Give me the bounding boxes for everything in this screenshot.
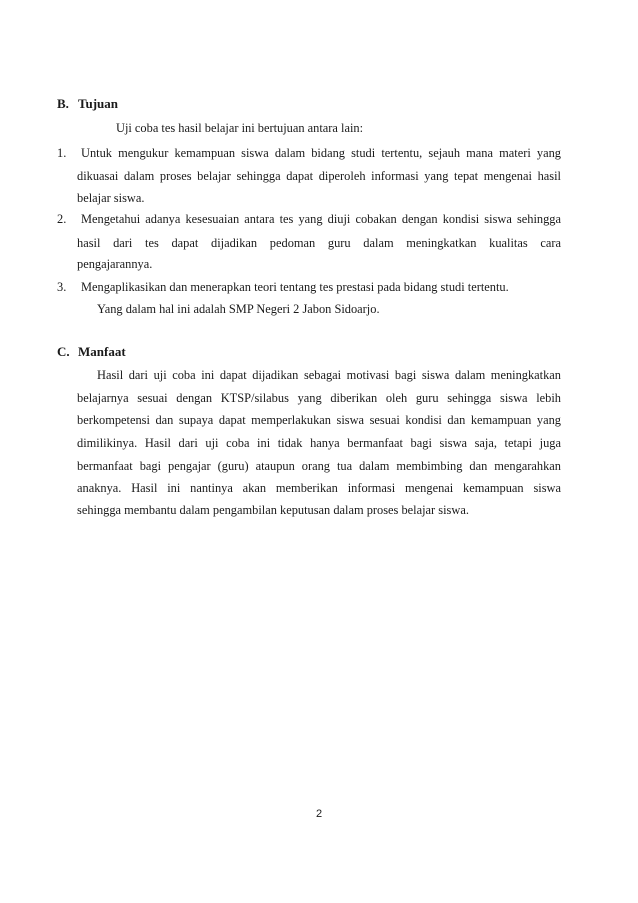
- item-1-line-2: dikuasai dalam proses belajar sehingga dapat diperoleh informasi yang tepat mengenai hasil: [77, 169, 561, 183]
- item-2-line-3: pengajarannya.: [77, 257, 153, 271]
- section-c-line-5: bermanfaat bagi pengajar (guru) ataupun orang tua dalam membimbing dan mengarahkan: [77, 459, 561, 473]
- item-3-line-1: Mengaplikasikan dan menerapkan teori tentang tes prestasi pada bidang studi tertentu.: [81, 280, 509, 294]
- section-b-heading: [57, 96, 118, 112]
- item-2-line-2: hasil dari tes dapat dijadikan pedoman guru dalam meningkatkan kualitas cara: [77, 236, 561, 250]
- section-c-line-1: Hasil dari uji coba ini dapat dijadikan sebagai motivasi bagi siswa dalam meningkatkan: [97, 368, 561, 382]
- item-1-line-1: Untuk mengukur kemampuan siswa dalam bidang studi tertentu, sejauh mana materi yang: [81, 146, 561, 160]
- item-3-number: 3.: [57, 280, 67, 294]
- item-1-number: 1.: [57, 146, 67, 160]
- item-1-line-3: belajar siswa.: [77, 191, 145, 205]
- section-c-heading: [57, 344, 126, 360]
- section-c-line-2: belajarnya sesuai dengan KTSP/silabus yang diberikan oleh guru sehingga siswa lebih: [77, 391, 561, 405]
- item-2-line-1: Mengetahui adanya kesesuaian antara tes yang diuji cobakan dengan kondisi siswa sehingga: [81, 212, 561, 226]
- section-c-line-7: sehingga membantu dalam pengambilan keputusan dalam proses belajar siswa.: [77, 503, 469, 517]
- section-c-line-3: berkompetensi dan supaya dapat memperlakukan siswa sesuai kondisi dan kemampuan yang: [77, 413, 561, 427]
- page-number: 2: [315, 808, 323, 820]
- section-b-note: Yang dalam hal ini adalah SMP Negeri 2 Jabon Sidoarjo.: [97, 302, 380, 316]
- item-2-number: 2.: [57, 212, 67, 226]
- section-c-letter: C.: [57, 344, 70, 359]
- section-c-line-4: dimilikinya. Hasil dari uji coba ini tidak hanya bermanfaat bagi siswa saja, tetapi juga: [77, 436, 561, 450]
- section-b-intro: Uji coba tes hasil belajar ini bertujuan antara lain:: [116, 121, 364, 135]
- section-b-letter: B.: [57, 96, 69, 111]
- section-b-title: Tujuan: [78, 96, 118, 111]
- section-c-title: Manfaat: [78, 344, 126, 359]
- section-c-line-6: anaknya. Hasil ini nantinya akan memberikan informasi mengenai kemampuan siswa: [77, 481, 561, 495]
